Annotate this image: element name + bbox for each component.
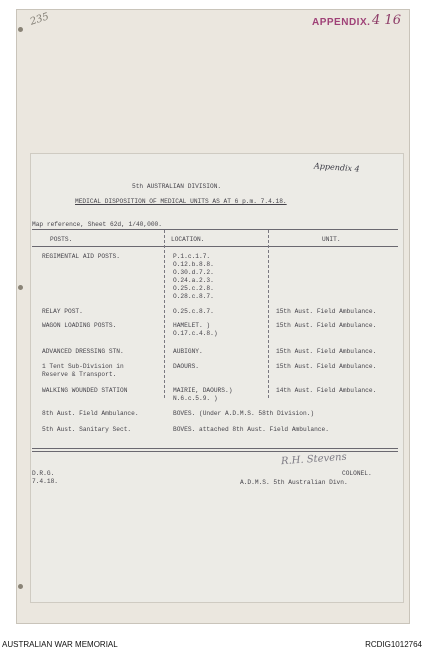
appendix-stamp: APPENDIX.	[312, 17, 371, 28]
location-value: O.28.c.8.7.	[173, 293, 214, 300]
table-bottom-rule	[32, 448, 398, 449]
unit-value: 14th Aust. Field Ambulance.	[276, 387, 377, 394]
pencil-folio-note: 235	[28, 11, 51, 28]
column-header-posts: POSTS.	[50, 236, 73, 243]
post-name: 8th Aust. Field Ambulance.	[42, 410, 139, 417]
unit-value: 15th Aust. Field Ambulance.	[276, 322, 377, 329]
handwritten-annotation: Appendix 4	[313, 161, 360, 174]
document-date: 7.4.18.	[32, 478, 58, 485]
location-value: N.6.c.5.9. )	[173, 395, 218, 402]
location-value: O.12.b.8.8.	[173, 261, 214, 268]
post-name: WAGON LOADING POSTS.	[42, 322, 117, 329]
location-value: AUBIGNY.	[173, 348, 203, 355]
map-reference: Map reference, Sheet 62d, 1/40,000.	[32, 221, 162, 228]
post-name: WALKING WOUNDED STATION	[42, 387, 128, 394]
post-name: ADVANCED DRESSING STN.	[42, 348, 124, 355]
location-value: MAIRIE, DAOURS.)	[173, 387, 233, 394]
location-value: O.25.c.2.8.	[173, 285, 214, 292]
wide-row-text: BOVES. (Under A.D.M.S. 58th Division.)	[173, 410, 315, 417]
signature: R.H. Stevens	[280, 451, 348, 468]
column-header-location: LOCATION.	[171, 236, 205, 243]
unit-value: 15th Aust. Field Ambulance.	[276, 363, 377, 370]
post-name: 5th Aust. Sanitary Sect.	[42, 426, 132, 433]
signatory-rank: COLONEL.	[342, 470, 372, 477]
division-heading: 5th AUSTRALIAN DIVISION.	[132, 183, 222, 190]
post-name: 1 Tent Sub-Division in	[42, 363, 124, 370]
post-name: Reserve & Transport.	[42, 371, 117, 378]
location-value: P.1.c.1.7.	[173, 253, 211, 260]
location-value: O.17.c.4.8.)	[173, 330, 218, 337]
wide-row-text: BOVES. attached 8th Aust. Field Ambulance.	[173, 426, 329, 433]
table-top-rule	[32, 229, 398, 230]
appendix-number: 4 16	[372, 13, 401, 28]
header-rule	[32, 246, 398, 247]
binding-hole	[18, 285, 23, 290]
unit-value: 15th Aust. Field Ambulance.	[276, 348, 377, 355]
signatory-title: A.D.M.S. 5th Australian Divn.	[240, 479, 348, 486]
post-name: REGIMENTAL AID POSTS.	[42, 253, 120, 260]
archive-credit: AUSTRALIAN WAR MEMORIAL	[2, 640, 118, 649]
location-value: O.24.a.2.3.	[173, 277, 214, 284]
unit-value: 15th Aust. Field Ambulance.	[276, 308, 377, 315]
column-divider	[268, 230, 269, 398]
column-divider	[164, 230, 165, 398]
initials: D.R.G.	[32, 470, 55, 477]
binding-hole	[18, 27, 23, 32]
record-id: RCDIG1012764	[365, 640, 422, 649]
location-value: HAMELET. )	[173, 322, 211, 329]
location-value: DAOURS.	[173, 363, 199, 370]
location-value: O.25.c.8.7.	[173, 308, 214, 315]
column-header-unit: UNIT.	[322, 236, 341, 243]
post-name: RELAY POST.	[42, 308, 83, 315]
binding-hole	[18, 584, 23, 589]
location-value: O.30.d.7.2.	[173, 269, 214, 276]
document-title: MEDICAL DISPOSITION OF MEDICAL UNITS AS AT 6 p.m. 7.4.18.	[75, 198, 287, 205]
